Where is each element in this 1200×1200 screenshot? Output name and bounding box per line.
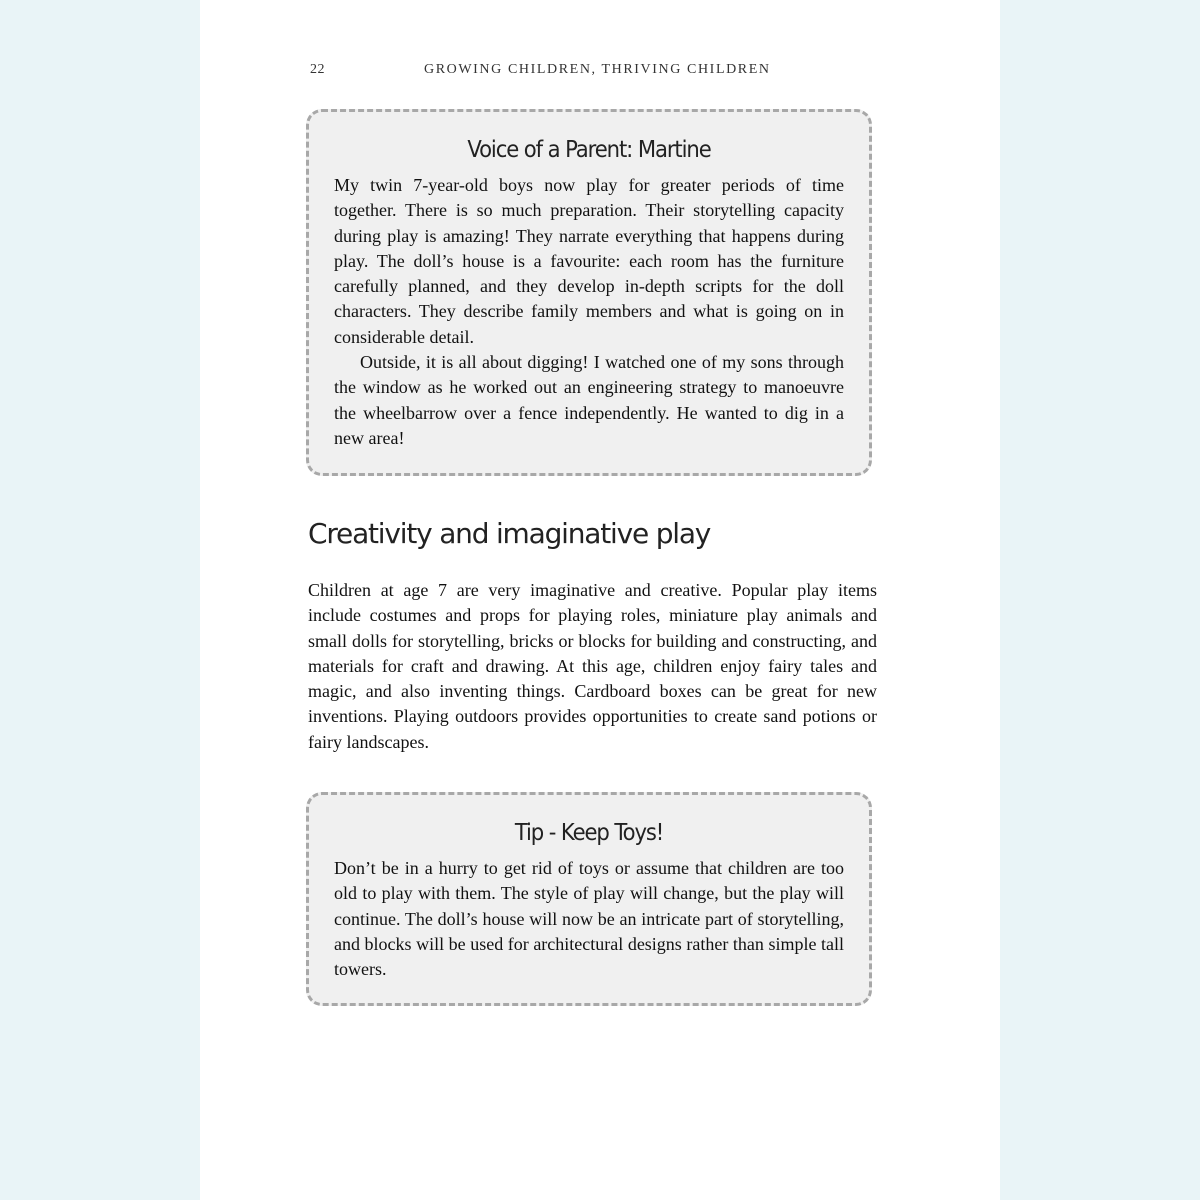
section-body-paragraph: Children at age 7 are very imaginative and creative. Popular play items include costumes and props for playing roles, miniature play animals and small dolls for storytelling, bricks or blocks for building and constructing, and materials for craft and drawing. At this age, children enjoy fairy tales and magic, and also inventing things. Cardboard boxes can be great for new inventions. Playing outdoors provides opportunities to create sand potions or fairy landscapes. xyxy=(308,580,877,752)
tip-paragraph: Don’t be in a hurry to get rid of toys or assume that children are too old to play with them. The style of play will change, but the play will continue. The doll’s house will now be an intricate part of storytelling, and blocks will be used for architectural designs rather than simple tall towers. xyxy=(334,858,844,980)
section-heading: Creativity and imaginative play xyxy=(308,517,711,550)
running-header xyxy=(310,62,771,82)
tip-title: Tip - Keep Toys! xyxy=(514,820,664,846)
page-number: 22 xyxy=(310,62,325,77)
parent-voice-paragraph: My twin 7-year-old boys now play for greater periods of time together. There is so much preparation. Their storytelling capacity during play is amazing! They narrate everything that happens during play. The doll’s house is a favourite: each room has the furniture carefully planned, and they develop in-depth scripts for the doll characters. They describe family members and what is going on in considerable detail. xyxy=(334,175,844,347)
tip-box xyxy=(306,792,872,1006)
parent-voice-box xyxy=(306,109,872,476)
parent-voice-paragraph: Outside, it is all about digging! I watched one of my sons through the window as he worked out an engineering strategy to manoeuvre the wheelbarrow over a fence independently. He wanted to dig in a new area! xyxy=(334,352,844,448)
parent-voice-body xyxy=(334,173,844,451)
tip-body xyxy=(334,856,844,982)
book-page xyxy=(200,0,1000,1200)
parent-voice-title: Voice of a Parent: Martine xyxy=(467,137,711,163)
running-title: GROWING CHILDREN, THRIVING CHILDREN xyxy=(424,62,771,77)
